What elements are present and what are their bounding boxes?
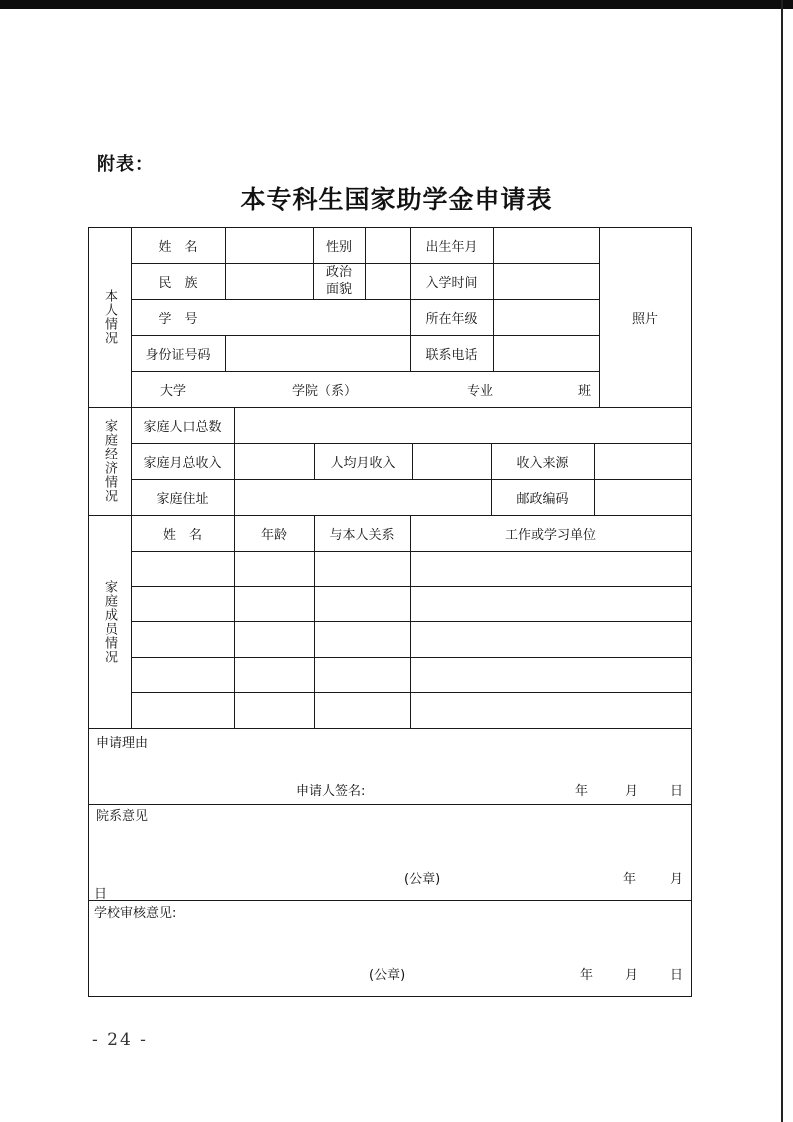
monthly-income-label: 家庭月总收入 <box>143 455 222 471</box>
birth-field[interactable] <box>493 227 599 263</box>
scan-right-edge <box>781 0 783 1122</box>
college-label: 学院（系） <box>292 384 358 399</box>
household-size-label: 家庭人口总数 <box>143 419 222 435</box>
grade-field[interactable] <box>493 299 599 335</box>
reason-day-label: 日 <box>670 784 684 799</box>
member-workplace-header: 工作或学习单位 <box>504 527 596 543</box>
income-source-field[interactable] <box>594 443 691 479</box>
income-source-label: 收入来源 <box>516 455 569 471</box>
school-review-label: 学校审核意见: <box>94 906 177 921</box>
table-row[interactable] <box>131 692 691 728</box>
birth-label: 出生年月 <box>425 239 478 255</box>
member-relation-header: 与本人关系 <box>329 527 395 543</box>
student-id-label: 学 号 <box>158 311 198 327</box>
reason-field[interactable] <box>88 749 692 779</box>
political-status-label: 政治面貌 <box>325 265 352 297</box>
postal-code-field[interactable] <box>594 479 691 515</box>
id-number-label: 身份证号码 <box>145 347 211 363</box>
university-label: 大学 <box>160 384 187 399</box>
reason-year-label: 年 <box>575 784 589 799</box>
school-month-label: 月 <box>625 968 639 983</box>
personal-section-label: 本人情况 <box>102 289 117 345</box>
attachment-label: 附表： <box>97 154 154 175</box>
section-line <box>88 900 692 901</box>
row-line <box>131 371 599 372</box>
application-form <box>88 227 692 997</box>
grade-label: 所在年级 <box>425 311 478 327</box>
photo-box[interactable]: 照片 <box>631 311 658 327</box>
member-age-header: 年龄 <box>260 527 287 543</box>
class-label: 班 <box>578 384 592 399</box>
department-seal-label: (公章) <box>404 872 441 887</box>
reason-label: 申请理由 <box>96 736 149 751</box>
table-row[interactable] <box>131 621 691 657</box>
phone-label: 联系电话 <box>425 347 478 363</box>
monthly-income-field[interactable] <box>234 443 314 479</box>
scan-top-border <box>0 0 793 9</box>
department-year-label: 年 <box>623 872 637 887</box>
name-field[interactable] <box>225 227 313 263</box>
gender-field[interactable] <box>365 227 410 263</box>
department-opinion-field[interactable] <box>88 823 692 863</box>
student-id-field[interactable] <box>225 299 410 335</box>
department-month-label: 月 <box>670 872 684 887</box>
school-year-label: 年 <box>580 968 594 983</box>
address-field[interactable] <box>234 479 491 515</box>
department-opinion-label: 院系意见 <box>96 809 149 824</box>
gender-label: 性别 <box>325 239 352 255</box>
form-bottom-border <box>88 996 692 997</box>
table-row[interactable] <box>131 657 691 692</box>
major-label: 专业 <box>467 384 494 399</box>
page-number: - 24 - <box>92 1030 148 1050</box>
applicant-signature-label: 申请人签名: <box>296 784 366 799</box>
page-title: 本专科生国家助学金申请表 <box>240 185 553 214</box>
school-day-label: 日 <box>670 968 684 983</box>
enrollment-label: 入学时间 <box>425 275 478 291</box>
member-name-header: 姓 名 <box>162 527 202 543</box>
id-number-field[interactable] <box>225 335 410 371</box>
per-capita-income-label: 人均月收入 <box>330 455 396 471</box>
enrollment-field[interactable] <box>493 263 599 299</box>
reason-month-label: 月 <box>625 784 639 799</box>
address-label: 家庭住址 <box>156 491 209 507</box>
table-row[interactable] <box>131 586 691 621</box>
name-label: 姓 名 <box>158 239 198 255</box>
school-seal-label: (公章) <box>369 968 406 983</box>
ethnicity-label: 民 族 <box>158 275 198 291</box>
section-line <box>88 804 692 805</box>
phone-field[interactable] <box>493 335 599 371</box>
political-status-field[interactable] <box>365 263 410 299</box>
ethnicity-field[interactable] <box>225 263 313 299</box>
members-section-label: 家庭成员情况 <box>102 579 117 664</box>
form-right-border <box>691 227 692 997</box>
department-day-label: 日 <box>94 887 108 902</box>
economic-section-label: 家庭经济情况 <box>102 419 117 503</box>
household-size-field[interactable] <box>234 407 691 443</box>
per-capita-income-field[interactable] <box>412 443 491 479</box>
section-line <box>88 728 692 729</box>
school-review-field[interactable] <box>88 922 692 960</box>
table-row[interactable] <box>131 551 691 586</box>
postal-code-label: 邮政编码 <box>516 491 569 507</box>
